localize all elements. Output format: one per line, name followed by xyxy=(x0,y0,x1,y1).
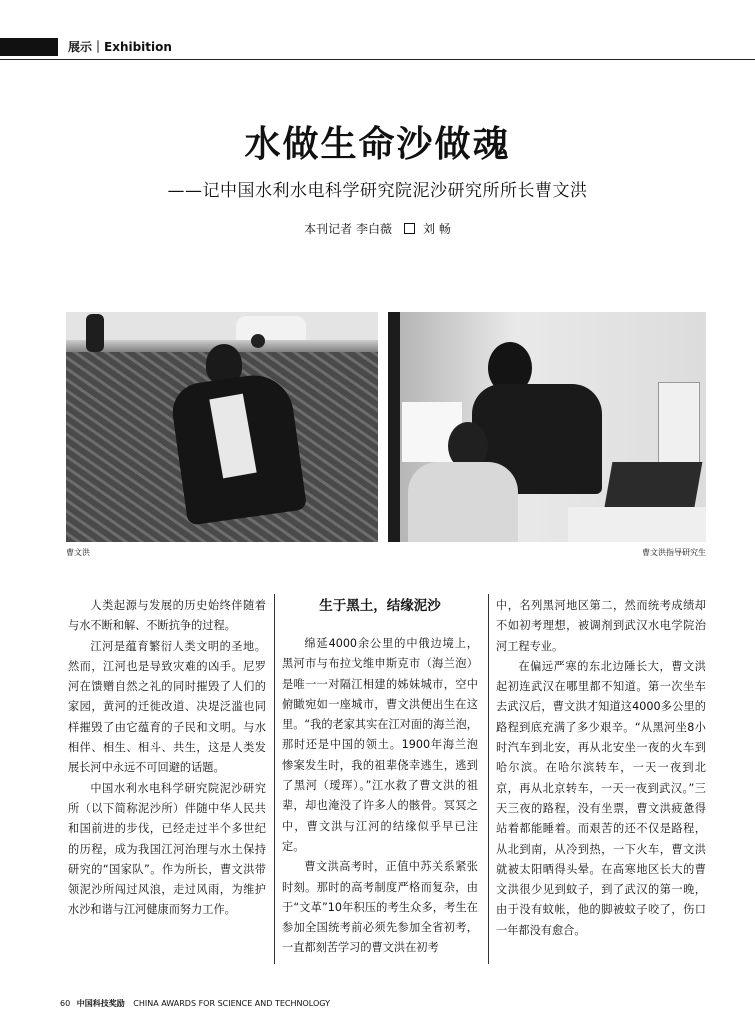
photo-caption-left: 曹文洪 xyxy=(66,548,90,557)
article-subtitle: ——记中国水利水电科学研究院泥沙研究所所长曹文洪 xyxy=(167,181,588,201)
paragraph: 中，名列黑河地区第二，然而统考成绩却不如初考理想，被调剂到武汉水电学院治河工程专业。 xyxy=(496,599,706,653)
column-1 xyxy=(68,596,266,921)
byline-reporter: 本刊记者 李白薇 xyxy=(304,222,392,236)
byline xyxy=(0,220,755,237)
page-footer xyxy=(60,998,330,1009)
paragraph: 江河是蕴育繁衍人类文明的圣地。然而，江河也是导致灾难的凶手。尼罗河在馈赠自然之礼的同时摧毁了人们的家园，黄河的迁徙改道、决堤泛滥也同样摧毁了由它蕴育的子民和文明。与水相伴、相生、相斗、共生，这是人类发展长河中永远不可回避的话题。 xyxy=(68,639,266,775)
photo-wheel xyxy=(251,334,265,348)
photo-student-body xyxy=(408,462,518,542)
magazine-name-en: CHINA AWARDS FOR SCIENCE AND TECHNOLOGY xyxy=(133,999,330,1008)
section-label: 展示｜Exhibition xyxy=(68,40,172,54)
paragraph: 绵延4000余公里的中俄边境上，黑河市与布拉戈维申斯克市（海兰泡）是唯一一对隔江相建的姊妹城市，空中俯瞰宛如一座城市，曹文洪便出生在这里。“我的老家其实在江对面的海兰泡，那时还是中国的领土。1900年海兰泡惨案发生时，我的祖辈侥幸逃生，逃到了黑河（瑷珲）。”江水救了曹文洪的祖辈，却也淹没了许多人的骸骨。冥冥之中，曹文洪与江河的结缘似乎早已注定。 xyxy=(282,637,478,853)
section-heading: 生于黑土，结缘泥沙 xyxy=(319,598,441,614)
column-2 xyxy=(282,596,478,959)
photo-bystander xyxy=(86,314,104,352)
photo-cabinet xyxy=(658,382,700,474)
photo-field-inspection xyxy=(66,312,378,542)
paragraph: 人类起源与发展的历史始终伴随着与水不断和解、不断抗争的过程。 xyxy=(68,599,266,633)
photo-sky xyxy=(66,312,378,340)
page-number: 60 xyxy=(60,999,71,1008)
magazine-name-cn: 中国科技奖励 xyxy=(76,998,125,1008)
byline-coauthor: 刘 畅 xyxy=(423,222,451,236)
photo-guiding-student xyxy=(388,312,706,542)
paragraph: 中国水利水电科学研究院泥沙研究所（以下简称泥沙所）伴随中华人民共和国前进的步伐，已经走过半个多世纪的历程，成为我国江河治理与水土保持研究的“国家队”。作为所长，曹文洪带领泥沙所闯过风浪，走过风雨，为维护水沙和谐与江河健康而努力工作。 xyxy=(68,781,266,917)
photo-caption-right: 曹文洪指导研究生 xyxy=(642,548,706,557)
byline-separator-icon xyxy=(404,223,415,234)
photo-door-frame xyxy=(388,312,400,542)
column-3 xyxy=(496,596,706,941)
column-divider xyxy=(274,594,275,964)
column-divider xyxy=(488,594,489,964)
article-title: 水做生命沙做魂 xyxy=(244,123,511,165)
header-rule xyxy=(0,59,755,60)
paragraph: 在偏远严寒的东北边陲长大，曹文洪起初连武汉在哪里都不知道。第一次坐车去武汉后，曹文洪才知道这4000多公里的路程到底充满了多少艰辛。“从黑河坐8小时汽车到北安，再从北安坐一夜的火车到哈尔滨。在哈尔滨转车，一天一夜到北京，再从北京转车，一天一夜到武汉。”三天三夜的路程，没有坐票，曹文洪疲惫得站着都能睡着。而艰苦的还不仅是路程，从北到南，从冷到热，一下火车，曹文洪就被太阳晒得头晕。在高寒地区长大的曹文洪很少见到蚊子，到了武汉的第一晚，由于没有蚊帐，他的脚被蚊子咬了，伤口一年都没有愈合。 xyxy=(496,659,706,937)
section-marker-block xyxy=(0,38,58,56)
photo-vehicle xyxy=(236,316,306,340)
paragraph: 曹文洪高考时，正值中苏关系紧张时刻。那时的高考制度严格而复杂，由于“文革”10年积压的考生众多，考生在参加全国统考前必须先参加全省初考，一直都刻苦学习的曹文洪在初考 xyxy=(282,860,478,955)
photo-laptop xyxy=(604,462,703,512)
photo-desk xyxy=(568,507,706,542)
